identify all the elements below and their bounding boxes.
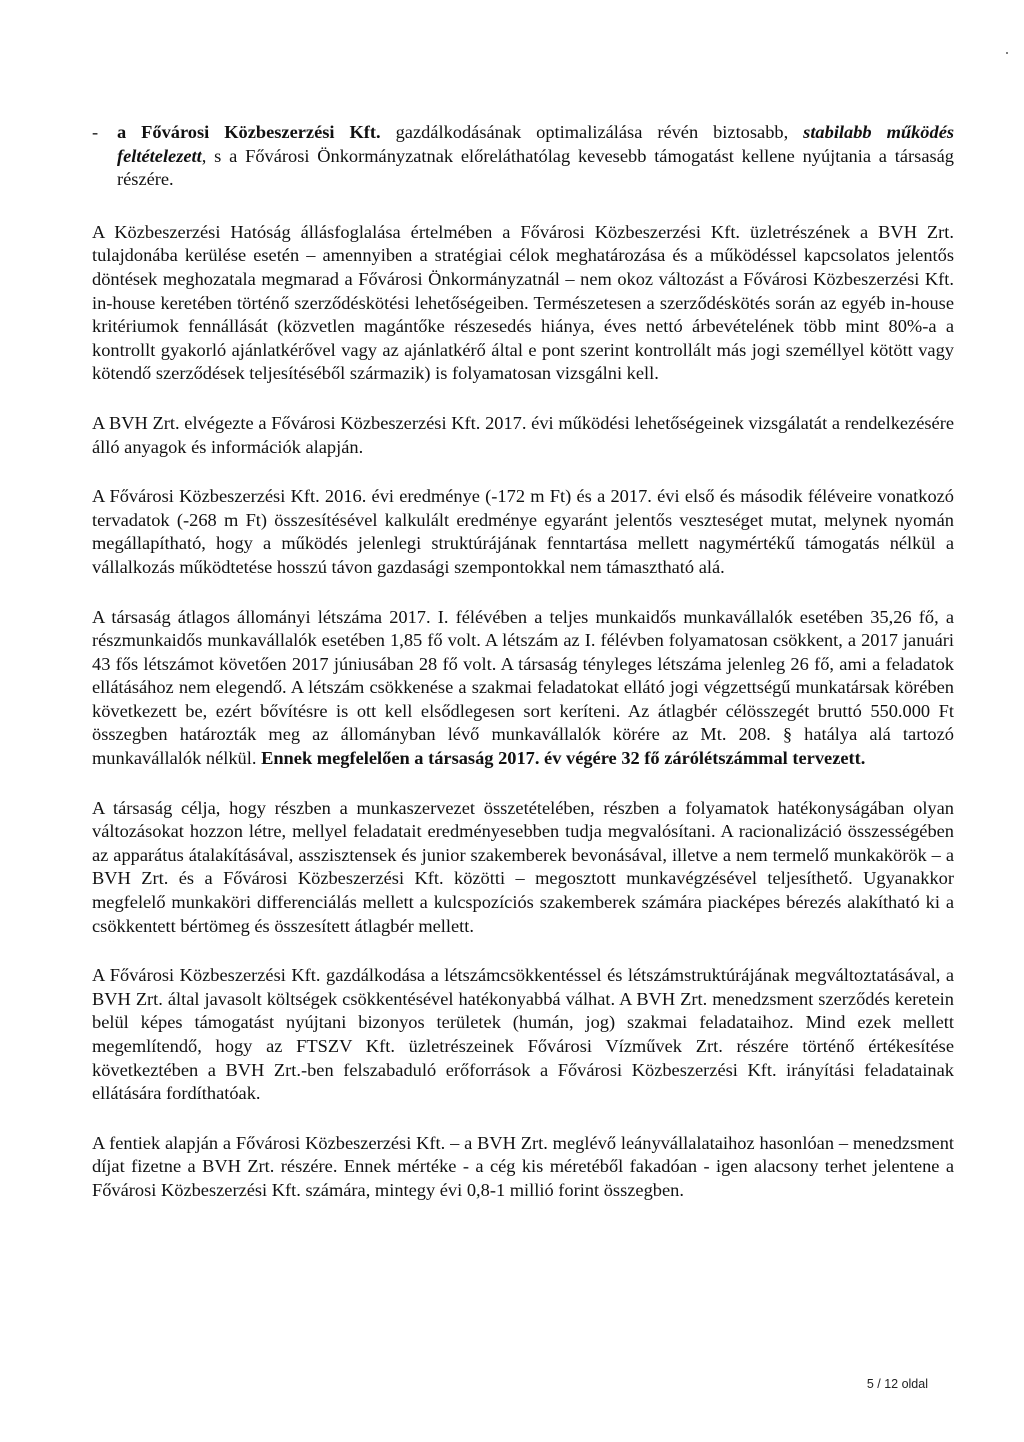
paragraph-financial-results: A Fővárosi Közbeszerzési Kft. 2016. évi eredménye (-172 m Ft) és a 2017. évi első és második féléveire vonatkozó tervadatok (-268 m Ft) összesítésével kalkulált eredménye egyaránt jelentős veszteséget mutat, melynek nyomán megállapítható, hogy a működés jelenlegi struktúrájának fenntartása mellett nagymértékű támogatás nélkül a vállalkozás működtetése hosszú távon gazdasági szempontokkal nem támasztható alá. <box>92 486 954 577</box>
paragraph-management-fee: A fentiek alapján a Fővárosi Közbeszerzési Kft. – a BVH Zrt. meglévő leányvállalataihoz hasonlóan – menedzsment díjat fizetne a BVH Zrt. részére. Ennek mértéke - a cég kis méretéből fakadóan - igen alacsony terhet jelentene a Fővárosi Közbeszerzési Kft. számára, mintegy évi 0,8-1 millió forint összegben. <box>92 1132 954 1200</box>
paragraph-headcount <box>92 606 954 771</box>
document-body <box>92 121 954 1227</box>
page-number: 5 / 12 oldal <box>866 1377 928 1391</box>
paragraph-bvh-review: A BVH Zrt. elvégezte a Fővárosi Közbeszerzési Kft. 2017. évi működési lehetőségeinek vizsgálatát a rendelkezésére álló anyagok és információk alapján. <box>92 412 954 457</box>
bullet-emphasis: stabilabb működés feltételezett <box>117 122 955 166</box>
bullet-dash: - <box>92 122 99 142</box>
bullet-text-2: , s a Fővárosi Önkormányzatnak előreláthatólag kevesebb támogatást kellene nyújtania a társaság részére. <box>117 145 954 190</box>
paragraph-procurement-authority: A Közbeszerzési Hatóság állásfoglalása értelmében a Fővárosi Közbeszerzési Kft. üzletrészének a BVH Zrt. tulajdonába kerülése esetén – amennyiben a stratégiai célok meghatározása és a működéssel kapcsolatos jelentős döntések meghozatala megmarad a Fővárosi Önkormányzatnál – nem okoz változást a Fővárosi Közbeszerzési Kft. in-house keretében történő szerződéskötési lehetőségeiben. Természetesen a szerződéskötés során az egyéb in-house kritériumok fennállását (közvetlen magántőke részesedés hiánya, éves nettó árbevételének több mint 80%-a a kontrollt gyakorló ajánlatkérővel vagy az ajánlatkérő által e pont szerint kontrollált más jogi személlyel kötött vagy kötendő szerződések teljesítéséből származik) is folyamatosan vizsgálni kell. <box>92 221 954 384</box>
bullet-paragraph <box>92 121 954 192</box>
paragraph-company-goal: A társaság célja, hogy részben a munkaszervezet összetételében, részben a folyamatok hatékonyságában olyan változásokat hozzon létre, mellyel feladatait eredményesebben tudja megvalósítani. A racionalizáció összességében az apparátus átalakításával, asszisztensek és junior szakemberek bevonásával, illetve a nem termelő munkakörök – a BVH Zrt. és a Fővárosi Közbeszerzési Kft. közötti – megosztott munkavégzésével teljesíthető. Ugyanakkor megfelelő munkaköri differenciálás mellett a kulcspozíciós szakemberek számára piacképes bérezés alakítható ki a csökkentett bértömeg és összesített átlagbér mellett. <box>92 797 954 936</box>
headcount-conclusion: Ennek megfelelően a társaság 2017. év végére 32 fő zárólétszámmal tervezett. <box>261 748 866 769</box>
bullet-text-1: gazdálkodásának optimalizálása révén biztosabb, <box>380 122 804 142</box>
scan-speck <box>1006 52 1008 54</box>
headcount-text: A társaság átlagos állományi létszáma 2017. I. félévében a teljes munkaidős munkavállalók esetében 35,26 fő, a részmunkaidős munkavállalók esetében 1,85 fő volt. A létszám az I. félévben folyamatosan csökkent, a 2017 januári 43 fős létszámot követően 2017 júniusában 28 fő volt. A társaság tényleges létszáma jelenleg 26 fő, ami a feladatok ellátásához nem elegendő. A létszám csökkenése a szakmai feladatokat ellátó jogi végzettségű munkatársak körében következett be, ezért bővítésre is ott kell elsődlegesen sort keríteni. Az átlagbér célösszegét bruttó 550.000 Ft összegben határozták meg az állományban lévő munkavállalók körére az Mt. 208. § hatálya alá tartozó munkavállalók nélkül. <box>92 606 954 769</box>
bullet-entity: a Fővárosi Közbeszerzési Kft. <box>117 122 381 142</box>
paragraph-efficiency: A Fővárosi Közbeszerzési Kft. gazdálkodása a létszámcsökkentéssel és létszámstruktúrájának megváltoztatásával, a BVH Zrt. által javasolt költségek csökkentésével hatékonyabbá válhat. A BVH Zrt. menedzsment szerződés keretein belül képes támogatást nyújtani bizonyos területek (humán, jog) szakmai feladataihoz. Mind ezek mellett megemlítendő, hogy az FTSZV Kft. üzletrészeinek Fővárosi Vízművek Zrt. részére történő értékesítése következtében a BVH Zrt.-ben felszabaduló erőforrások a Fővárosi Közbeszerzési Kft. irányítási feladatainak ellátására fordíthatóak. <box>92 965 954 1104</box>
